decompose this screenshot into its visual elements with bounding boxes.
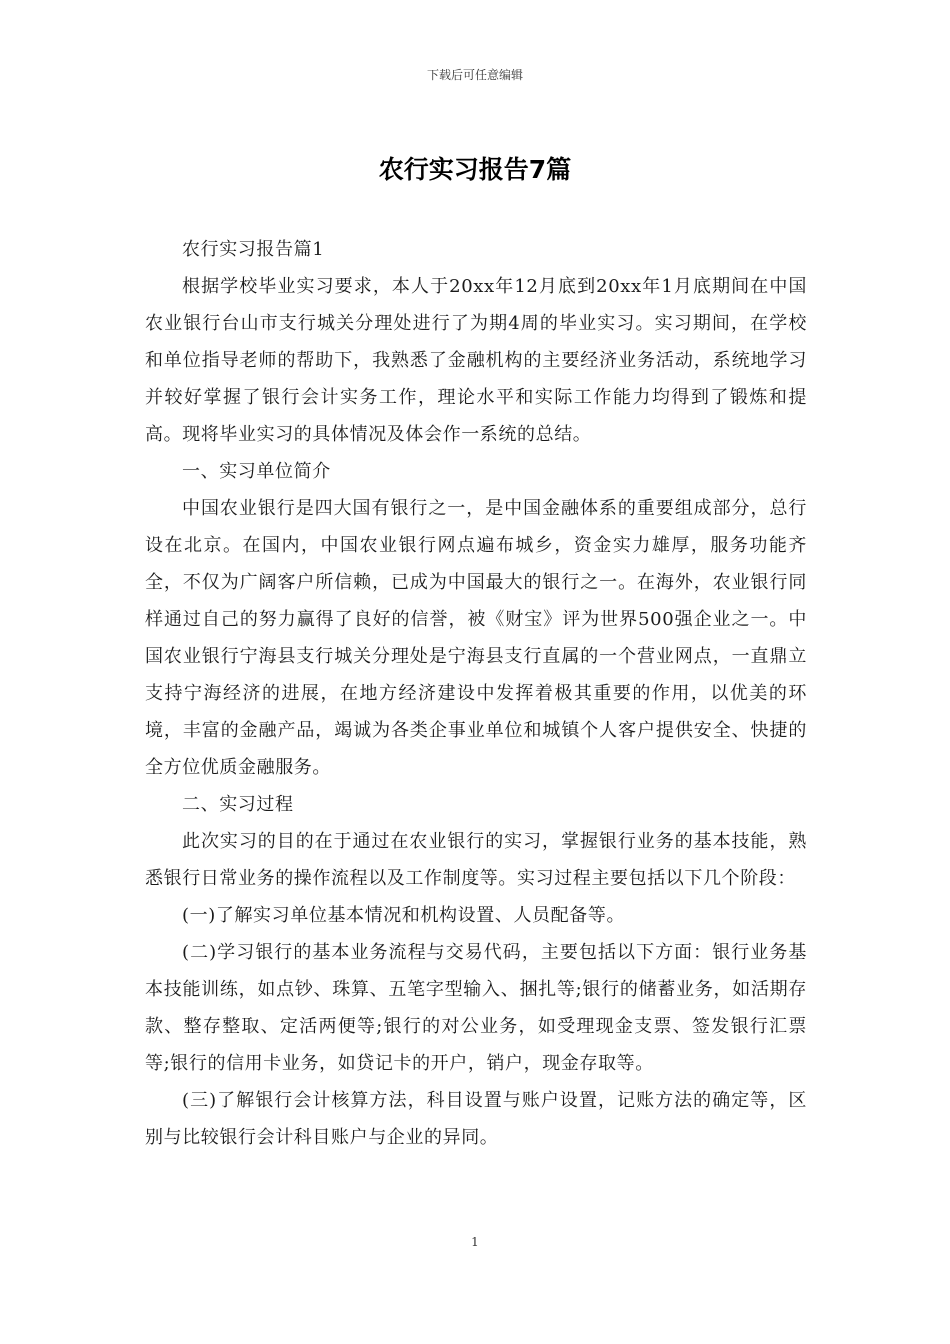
list-item: (三)了解银行会计核算方法，科目设置与账户设置，记账方法的确定等，区别与比较银行会计科目账户与企业的异同。	[145, 1090, 807, 1148]
list-item: (二)学习银行的基本业务流程与交易代码，主要包括以下方面：银行业务基本技能训练，如点钞、珠算、五笔字型输入、捆扎等;银行的储蓄业务，如活期存款、整存整取、定活两便等;银行的对公业务，如受理现金支票、签发银行汇票等;银行的信用卡业务，如贷记卡的开户，销户，现金存取等。	[145, 942, 807, 1074]
document-body	[145, 231, 807, 1156]
paragraph-process: 此次实习的目的在于通过在农业银行的实习，掌握银行业务的基本技能，熟悉银行日常业务的操作流程以及工作制度等。实习过程主要包括以下几个阶段：	[145, 831, 807, 889]
paragraph-intro: 根据学校毕业实习要求，本人于20xx年12月底到20xx年1月底期间在中国农业银行台山市支行城关分理处进行了为期4周的毕业实习。实习期间，在学校和单位指导老师的帮助下，我熟悉了金融机构的主要经济业务活动，系统地学习并较好掌握了银行会计实务工作，理论水平和实际工作能力均得到了锻炼和提高。现将毕业实习的具体情况及体会作一系统的总结。	[145, 276, 807, 445]
header-note: 下载后可任意编辑	[426, 68, 523, 82]
section-heading: 一、实习单位简介	[182, 461, 331, 482]
page-number: 1	[471, 1235, 479, 1249]
section-heading: 二、实习过程	[182, 794, 294, 815]
document-title: 农行实习报告7篇	[378, 155, 572, 184]
list-item: (一)了解实习单位基本情况和机构设置、人员配备等。	[182, 905, 626, 926]
section-heading: 农行实习报告篇1	[182, 239, 325, 260]
paragraph-unit-intro: 中国农业银行是四大国有银行之一，是中国金融体系的重要组成部分，总行设在北京。在国内，中国农业银行网点遍布城乡，资金实力雄厚，服务功能齐全，不仅为广阔客户所信赖，已成为中国最大的银行之一。在海外，农业银行同样通过自己的努力赢得了良好的信誉，被《财宝》评为世界500强企业之一。中国农业银行宁海县支行城关分理处是宁海县支行直属的一个营业网点，一直鼎立支持宁海经济的进展，在地方经济建设中发挥着极其重要的作用，以优美的环境，丰富的金融产品，竭诚为各类企事业单位和城镇个人客户提供安全、快捷的全方位优质金融服务。	[145, 498, 807, 778]
